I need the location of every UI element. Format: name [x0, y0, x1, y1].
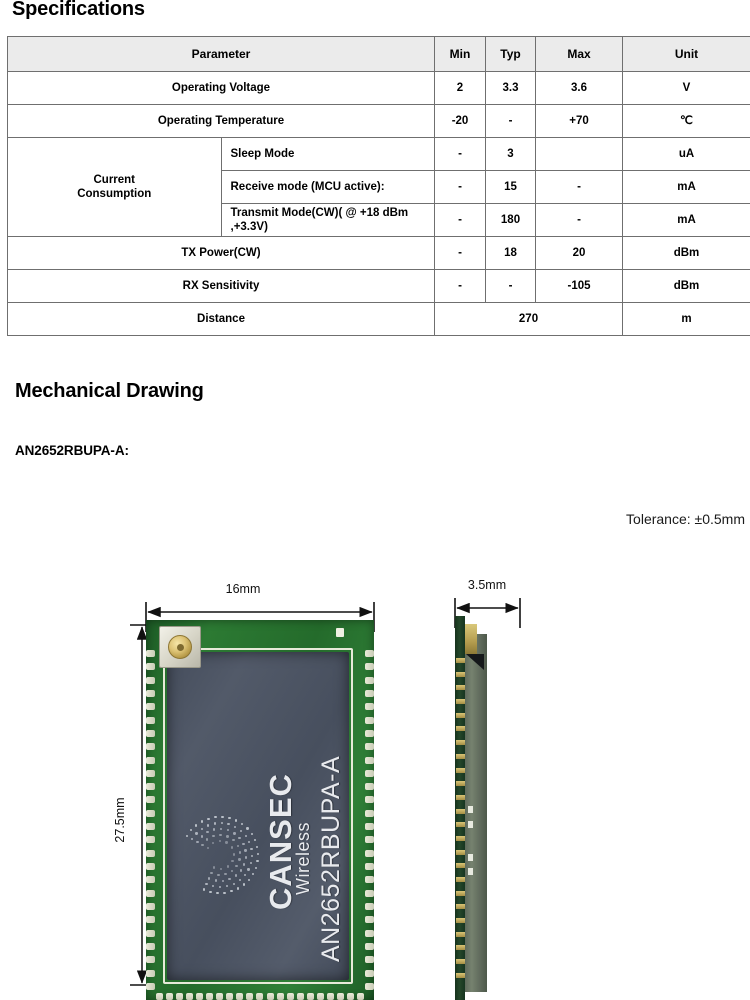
cell-min: 2 — [435, 72, 486, 105]
cell-typ: 3 — [486, 138, 536, 171]
cell-unit: mA — [623, 204, 750, 237]
side-shield-can — [465, 634, 487, 992]
dimension-thickness-label: 3.5mm — [467, 578, 507, 592]
table-row — [8, 237, 750, 270]
cell-unit: ℃ — [623, 105, 750, 138]
side-component-d — [468, 868, 473, 875]
cell-max: - — [536, 171, 623, 204]
group-label-line1: Current — [93, 173, 136, 186]
castellated-pads-left — [146, 650, 155, 990]
module-side-view — [455, 616, 489, 1000]
tolerance-note: Tolerance: ±0.5mm — [626, 511, 745, 527]
cell-parameter: RX Sensitivity — [8, 270, 435, 303]
header-unit: Unit — [623, 37, 750, 72]
cell-unit: dBm — [623, 270, 750, 303]
cell-min: -20 — [435, 105, 486, 138]
cell-min: - — [435, 171, 486, 204]
mechanical-drawing-figure — [0, 540, 750, 1000]
cell-max: 3.6 — [536, 72, 623, 105]
dimension-width-label: 16mm — [225, 582, 261, 596]
table-row — [8, 138, 750, 171]
side-component-a — [468, 806, 473, 813]
cell-min: - — [435, 204, 486, 237]
side-ufl-connector — [465, 624, 477, 654]
header-min: Min — [435, 37, 486, 72]
cell-max: - — [536, 204, 623, 237]
silkscreen-brand: CANSEC — [263, 773, 298, 910]
cell-typ: - — [486, 270, 536, 303]
ufl-connector-ring — [168, 635, 192, 659]
pin-one-marker — [336, 628, 344, 637]
cell-max: 20 — [536, 237, 623, 270]
cell-unit: mA — [623, 171, 750, 204]
mechanical-drawing-title: Mechanical Drawing — [15, 380, 204, 402]
cell-min: - — [435, 138, 486, 171]
cell-typ: 18 — [486, 237, 536, 270]
module-top-view — [146, 620, 374, 1000]
side-notch-shadow — [466, 654, 484, 670]
cell-max — [536, 138, 623, 171]
cell-max: -105 — [536, 270, 623, 303]
cell-unit: m — [623, 303, 750, 336]
cell-typ: 15 — [486, 171, 536, 204]
table-row — [8, 270, 750, 303]
side-component-b — [468, 821, 473, 828]
cell-parameter: Sleep Mode — [221, 138, 435, 171]
part-number-label: AN2652RBUPA-A: — [15, 443, 129, 458]
header-typ: Typ — [486, 37, 536, 72]
ufl-connector — [159, 626, 201, 668]
cell-parameter: Distance — [8, 303, 435, 336]
group-label-line2: Consumption — [77, 188, 152, 200]
cell-group-current-consumption — [8, 138, 222, 237]
dimension-lines — [0, 540, 750, 1000]
header-parameter: Parameter — [8, 37, 435, 72]
cell-parameter: TX Power(CW) — [8, 237, 435, 270]
cell-typ: - — [486, 105, 536, 138]
dimension-height-label: 27.5mm — [113, 797, 127, 843]
table-row — [8, 72, 750, 105]
side-component-c — [468, 854, 473, 861]
castellated-pads-right — [365, 650, 374, 990]
side-castellated-pads — [456, 658, 465, 978]
specifications-table — [7, 36, 750, 336]
silkscreen-part-number: AN2652RBUPA-A — [317, 755, 345, 962]
cell-unit: uA — [623, 138, 750, 171]
cell-max: +70 — [536, 105, 623, 138]
header-max: Max — [536, 37, 623, 72]
silkscreen-brand-sub: Wireless — [293, 821, 313, 895]
cell-parameter: Transmit Mode(CW)( @ +18 dBm ,+3.3V) — [221, 204, 435, 237]
cell-parameter: Operating Voltage — [8, 72, 435, 105]
table-header-row — [8, 37, 750, 72]
page-title: Specifications — [12, 0, 145, 20]
cell-min: - — [435, 237, 486, 270]
cell-unit: dBm — [623, 237, 750, 270]
cell-min: - — [435, 270, 486, 303]
rf-shield-can — [167, 652, 349, 980]
table-row — [8, 303, 750, 336]
cell-typ: 180 — [486, 204, 536, 237]
cell-merged-value: 270 — [435, 303, 623, 336]
cell-parameter: Operating Temperature — [8, 105, 435, 138]
cansec-logo-icon — [177, 812, 263, 898]
cell-parameter: Receive mode (MCU active): — [221, 171, 435, 204]
cell-unit: V — [623, 72, 750, 105]
castellated-pads-bottom — [156, 993, 364, 1000]
table-row — [8, 105, 750, 138]
cell-typ: 3.3 — [486, 72, 536, 105]
